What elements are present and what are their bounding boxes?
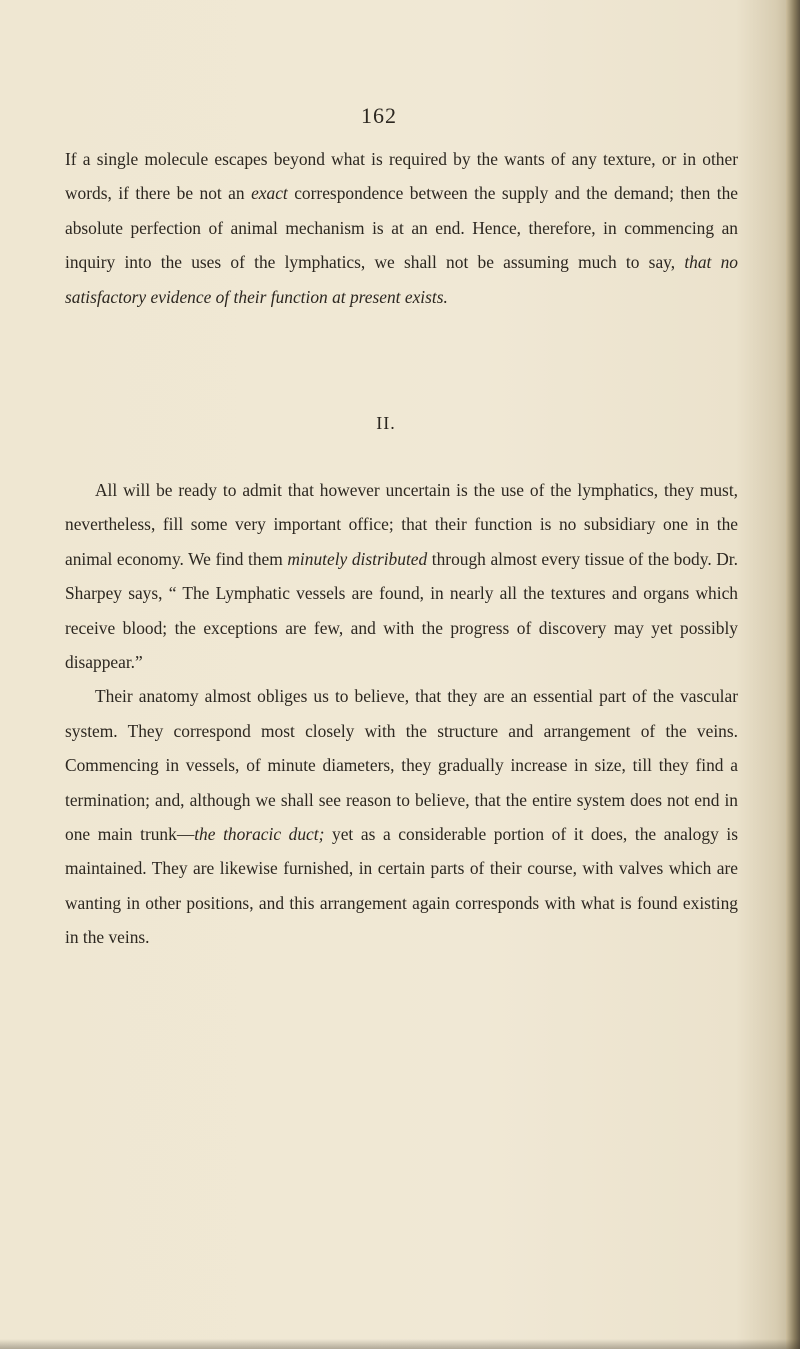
- paragraph-1: If a single molecule escapes beyond what is required by the wants of any texture, or in other words, if there be not an exact correspondence between the supply and the demand; then the absolute perfection of animal mechanism is at an end. Hence, therefore, in commencing an inquiry into the uses of the lymphatics, we shall not be assuming much to say, that no satisfactory evidence of their function at present exists.: [65, 149, 739, 307]
- page-edge: [786, 0, 800, 1349]
- page-bottom-edge: [0, 1339, 800, 1349]
- page-number: 162: [361, 103, 397, 128]
- paragraph-3: Their anatomy almost obliges us to believe, that they are an essential part of the vascular system. They correspond most closely with the structure and arrangement of the veins. Commencing in vessels, of minute diameters, they gradually increase in size, till they find a termination; and, although we shall see reason to believe, that the entire system does not end in one main trunk—the thoracic duct; yet as a considerable portion of it does, the analogy is maintained. They are likewise furnished, in certain parts of their course, with valves which are wanting in other positions, and this arrangement again corresponds with what is found existing in the veins.: [65, 686, 738, 948]
- paragraph-2: All will be ready to admit that however uncertain is the use of the lymphatics, they must, nevertheless, fill some very important office; that their function is no subsidiary one in the animal economy. We find them minutely distributed through almost every tissue of the body. Dr. Sharpey says, “ The Lymphatic vessels are found, in nearly all the textures and organs which receive blood; the exceptions are few, and with the progress of discovery may yet possibly disappear.”: [65, 480, 738, 673]
- section-heading: II.: [376, 413, 396, 433]
- text-block-2: [65, 473, 738, 955]
- text-block-1: [65, 142, 738, 314]
